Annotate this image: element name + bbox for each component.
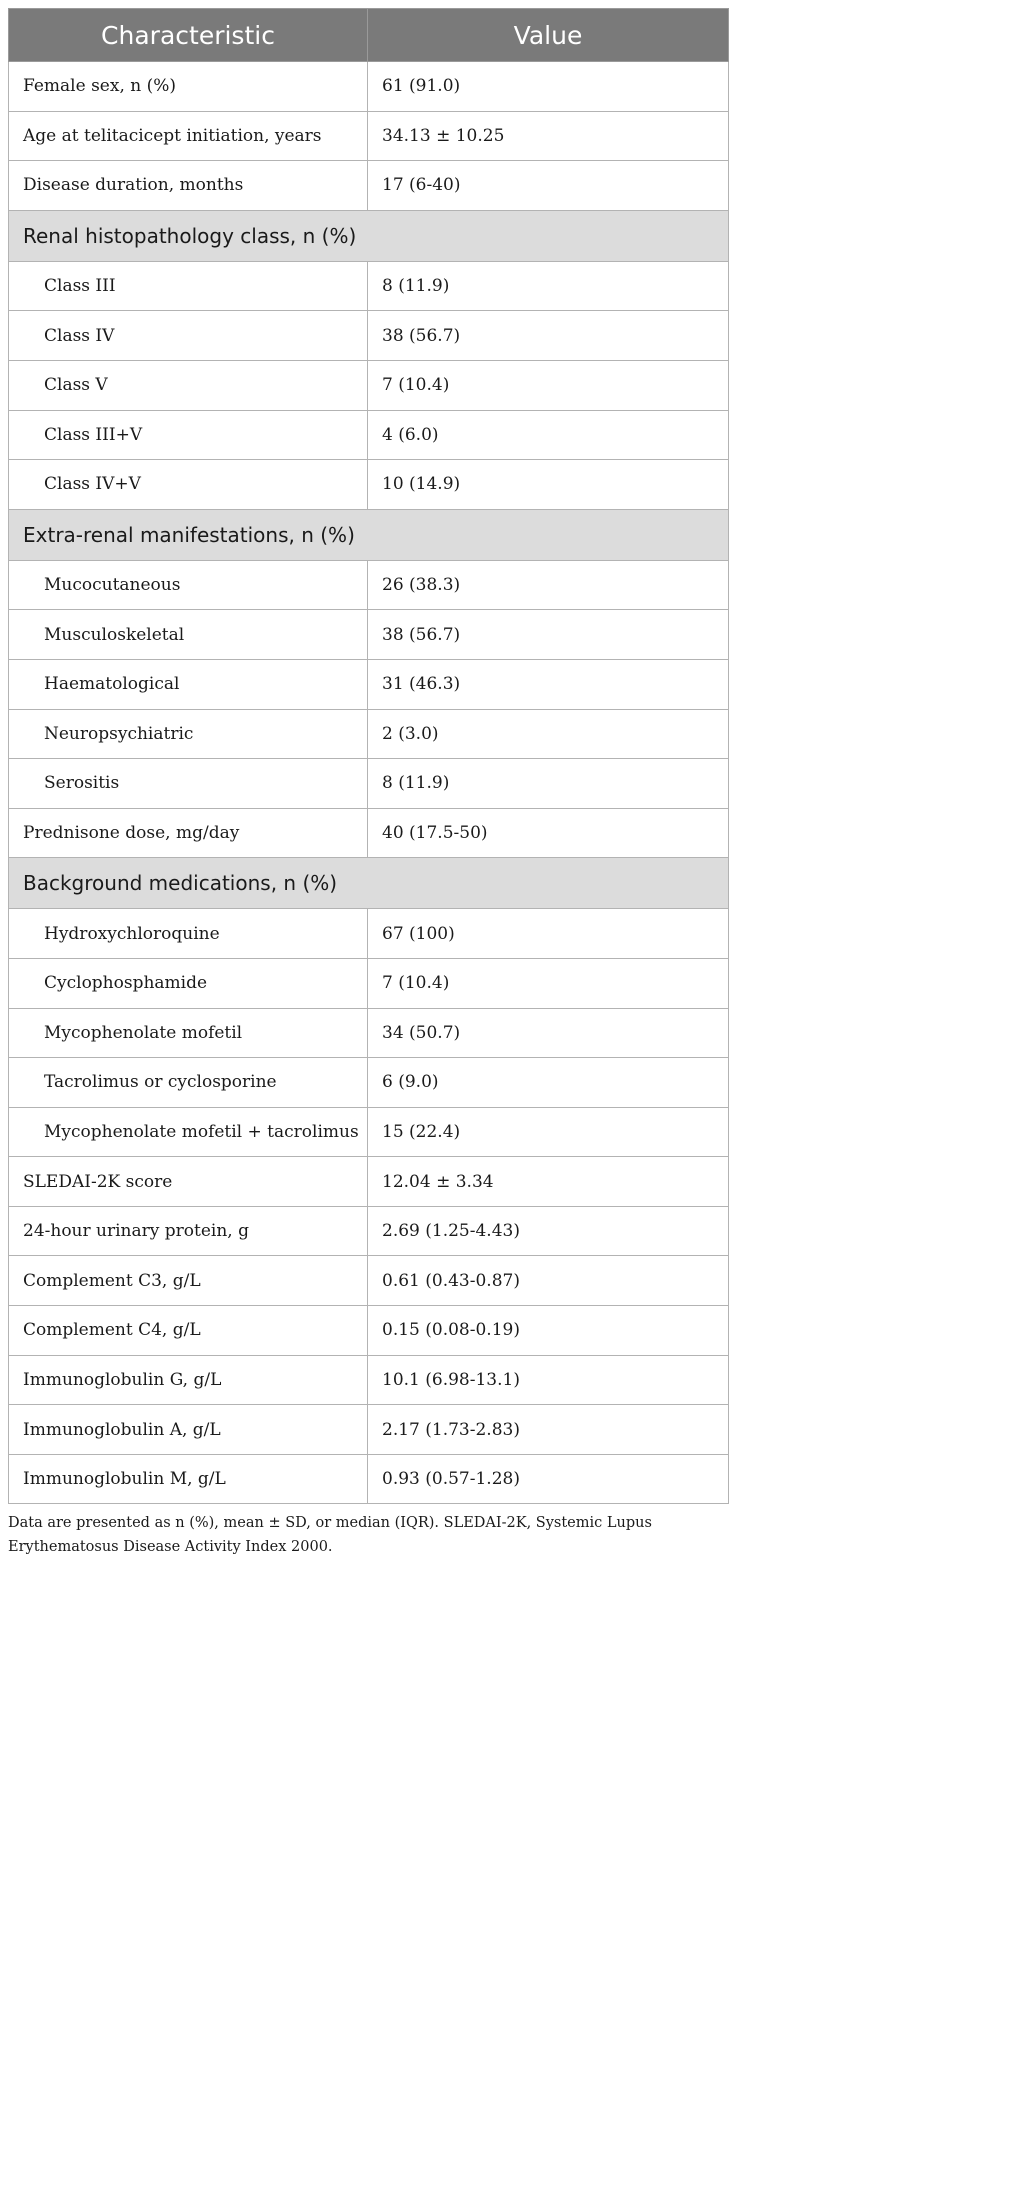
value-cell: 34.13 ± 10.25: [368, 111, 729, 161]
characteristics-table-container: [8, 8, 728, 1504]
value-cell: 6 (9.0): [368, 1058, 729, 1108]
table-row: [9, 808, 729, 858]
value-cell: 8 (11.9): [368, 759, 729, 809]
group-header-label: Extra-renal manifestations, n (%): [9, 509, 729, 560]
characteristic-cell: Mucocutaneous: [9, 560, 368, 610]
table-body: [9, 62, 729, 1504]
value-cell: 7 (10.4): [368, 360, 729, 410]
characteristic-cell: Tacrolimus or cyclosporine: [9, 1058, 368, 1108]
table-row: [9, 1355, 729, 1405]
group-header-label: Renal histopathology class, n (%): [9, 210, 729, 261]
table-subrow: [9, 261, 729, 311]
table-subrow: [9, 610, 729, 660]
value-cell: 38 (56.7): [368, 610, 729, 660]
value-cell: 0.61 (0.43-0.87): [368, 1256, 729, 1306]
characteristic-cell: Immunoglobulin G, g/L: [9, 1355, 368, 1405]
column-header-value: Value: [368, 9, 729, 62]
table-row: [9, 1306, 729, 1356]
characteristic-cell: Class IV+V: [9, 460, 368, 510]
group-header-row: [9, 509, 729, 560]
table-row: [9, 1405, 729, 1455]
table-row: [9, 1206, 729, 1256]
value-cell: 67 (100): [368, 909, 729, 959]
characteristic-cell: Mycophenolate mofetil + tacrolimus: [9, 1107, 368, 1157]
table-row: [9, 1454, 729, 1504]
value-cell: 10 (14.9): [368, 460, 729, 510]
characteristic-cell: Musculoskeletal: [9, 610, 368, 660]
characteristic-cell: Age at telitacicept initiation, years: [9, 111, 368, 161]
table-subrow: [9, 1058, 729, 1108]
value-cell: 17 (6-40): [368, 161, 729, 211]
table-row: [9, 1256, 729, 1306]
value-cell: 61 (91.0): [368, 62, 729, 112]
value-cell: 0.15 (0.08-0.19): [368, 1306, 729, 1356]
value-cell: 10.1 (6.98-13.1): [368, 1355, 729, 1405]
characteristic-cell: SLEDAI-2K score: [9, 1157, 368, 1207]
table-row: [9, 111, 729, 161]
value-cell: 7 (10.4): [368, 958, 729, 1008]
table-row: [9, 1157, 729, 1207]
characteristic-cell: Mycophenolate mofetil: [9, 1008, 368, 1058]
value-cell: 0.93 (0.57-1.28): [368, 1454, 729, 1504]
characteristic-cell: Prednisone dose, mg/day: [9, 808, 368, 858]
characteristic-cell: 24-hour urinary protein, g: [9, 1206, 368, 1256]
value-cell: 12.04 ± 3.34: [368, 1157, 729, 1207]
column-header-characteristic: Characteristic: [9, 9, 368, 62]
table-footnote: Data are presented as n (%), mean ± SD, or median (IQR). SLEDAI-2K, Systemic Lupus Erythematosus Disease Activity Index 2000.: [8, 1515, 652, 1555]
characteristic-cell: Class III+V: [9, 410, 368, 460]
group-header-row: [9, 210, 729, 261]
value-cell: 4 (6.0): [368, 410, 729, 460]
characteristic-cell: Cyclophosphamide: [9, 958, 368, 1008]
table-subrow: [9, 360, 729, 410]
value-cell: 31 (46.3): [368, 659, 729, 709]
value-cell: 34 (50.7): [368, 1008, 729, 1058]
table-row: [9, 62, 729, 112]
table-subrow: [9, 659, 729, 709]
characteristic-cell: Hydroxychloroquine: [9, 909, 368, 959]
table-subrow: [9, 759, 729, 809]
header-row: [9, 9, 729, 62]
characteristic-cell: Class V: [9, 360, 368, 410]
table-subrow: [9, 1008, 729, 1058]
table-subrow: [9, 460, 729, 510]
characteristic-cell: Complement C4, g/L: [9, 1306, 368, 1356]
value-cell: 2 (3.0): [368, 709, 729, 759]
characteristic-cell: Serositis: [9, 759, 368, 809]
table-subrow: [9, 560, 729, 610]
characteristic-cell: Haematological: [9, 659, 368, 709]
value-cell: 2.17 (1.73-2.83): [368, 1405, 729, 1455]
group-header-label: Background medications, n (%): [9, 858, 729, 909]
value-cell: 38 (56.7): [368, 311, 729, 361]
characteristic-cell: Complement C3, g/L: [9, 1256, 368, 1306]
characteristic-cell: Immunoglobulin A, g/L: [9, 1405, 368, 1455]
group-header-row: [9, 858, 729, 909]
value-cell: 40 (17.5-50): [368, 808, 729, 858]
value-cell: 8 (11.9): [368, 261, 729, 311]
characteristic-cell: Neuropsychiatric: [9, 709, 368, 759]
value-cell: 15 (22.4): [368, 1107, 729, 1157]
table-subrow: [9, 410, 729, 460]
table-subrow: [9, 1107, 729, 1157]
value-cell: 2.69 (1.25-4.43): [368, 1206, 729, 1256]
table-header: [9, 9, 729, 62]
table-subrow: [9, 311, 729, 361]
characteristic-cell: Class IV: [9, 311, 368, 361]
characteristics-table: [8, 8, 729, 1504]
table-subrow: [9, 958, 729, 1008]
table-subrow: [9, 709, 729, 759]
characteristic-cell: Disease duration, months: [9, 161, 368, 211]
characteristic-cell: Female sex, n (%): [9, 62, 368, 112]
table-subrow: [9, 909, 729, 959]
table-row: [9, 161, 729, 211]
characteristic-cell: Immunoglobulin M, g/L: [9, 1454, 368, 1504]
characteristic-cell: Class III: [9, 261, 368, 311]
value-cell: 26 (38.3): [368, 560, 729, 610]
